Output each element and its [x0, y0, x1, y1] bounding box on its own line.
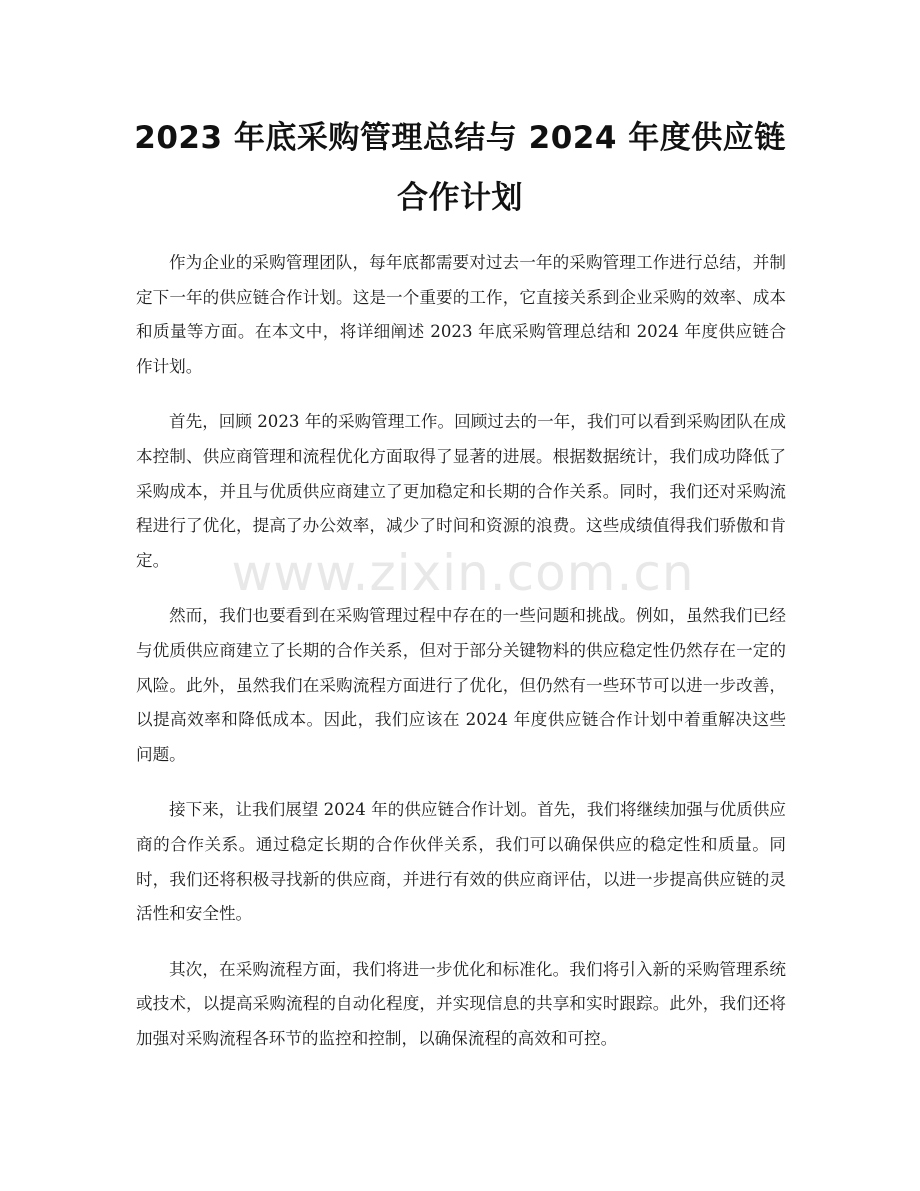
paragraph-intro: 作为企业的采购管理团队，每年底都需要对过去一年的采购管理工作进行总结，并制定下一年的供应链合作计划。这是一个重要的工作，它直接关系到企业采购的效率、成本和质量等方面。在本文中，将详细阐述 2023 年底采购管理总结和 2024 年度供应链合作计划。 [136, 253, 786, 376]
watermark: www.zixin.com.cn [231, 544, 695, 602]
document-title-line-1: 2023 年底采购管理总结与 2024 年度供应链 [134, 120, 786, 156]
paragraph-plan-2024: 接下来，让我们展望 2024 年的供应链合作计划。首先，我们将继续加强与优质供应商的合作关系。通过稳定长期的合作伙伴关系，我们可以确保供应的稳定性和质量。同时，我们还将积极寻找新的供应商，并进行有效的供应商评估，以进一步提高供应链的灵活性和安全性。 [136, 800, 786, 924]
paragraph-review-2023: 首先，回顾 2023 年的采购管理工作。回顾过去的一年，我们可以看到采购团队在成本控制、供应商管理和流程优化方面取得了显著的进展。根据数据统计，我们成功降低了采购成本，并且与优质供应商建立了更加稳定和长期的合作关系。同时，我们还对采购流程进行了优化，提高了办公效率，减少了时间和资源的浪费。这些成绩值得我们骄傲和肯定。 [136, 412, 786, 570]
document-title-line-2: 合作计划 [397, 180, 523, 216]
paragraph-process-optimization: 其次，在采购流程方面，我们将进一步优化和标准化。我们将引入新的采购管理系统或技术，以提高采购流程的自动化程度，并实现信息的共享和实时跟踪。此外，我们还将加强对采购流程各环节的监控和控制，以确保流程的高效和可控。 [136, 959, 786, 1048]
document-body [136, 246, 786, 1077]
paragraph-problems: 然而，我们也要看到在采购管理过程中存在的一些问题和挑战。例如，虽然我们已经与优质供应商建立了长期的合作关系，但对于部分关键物料的供应稳定性仍然存在一定的风险。此外，虽然我们在采购流程方面进行了优化，但仍然有一些环节可以进一步改善，以提高效率和降低成本。因此，我们应该在 2024 年度供应链合作计划中着重解决这些问题。 [136, 606, 786, 764]
